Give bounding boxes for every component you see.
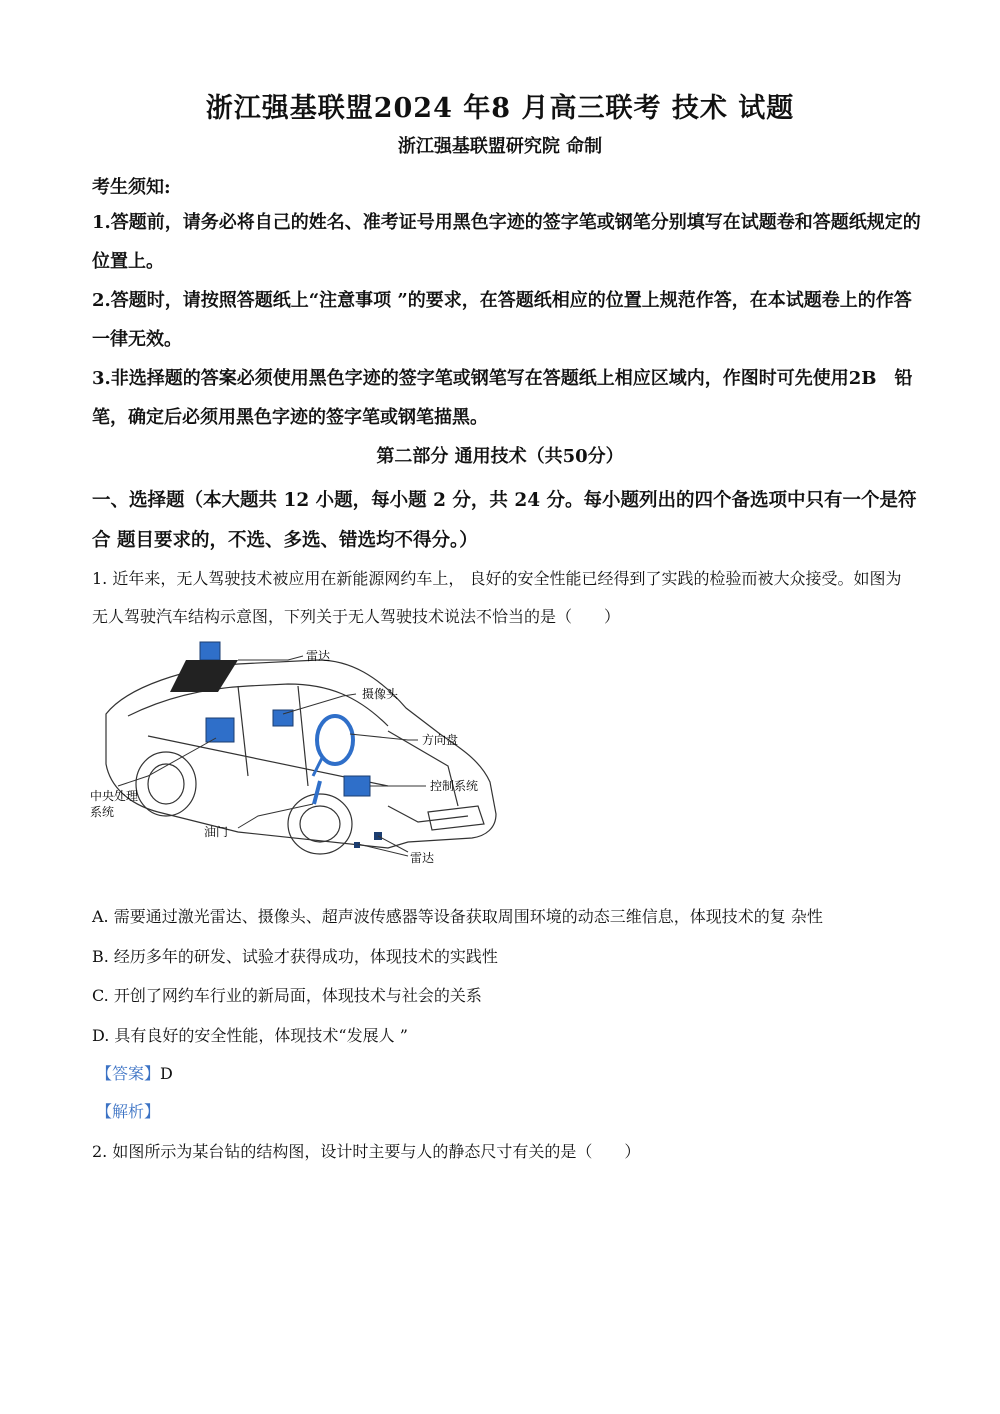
car-structure-figure xyxy=(88,636,508,872)
answer-value: D xyxy=(160,1064,173,1083)
label-cpu-line2: 系统 xyxy=(90,805,115,819)
answer-line xyxy=(96,1056,173,1092)
label-cpu-line1: 中央处理 xyxy=(90,789,139,803)
question-2-stem: 2. 如图所示为某台钻的结构图，设计时主要与人的静态尺寸有关的是（ ） xyxy=(92,1142,641,1161)
notice-list xyxy=(92,203,922,437)
label-radar-top: 雷达 xyxy=(306,649,331,663)
label-throttle: 油门 xyxy=(204,825,229,839)
label-camera: 摄像头 xyxy=(362,687,399,701)
option-a: A. 需要通过激光雷达、摄像头、超声波传感器等设备获取周围环境的动态三维信息，体现技术的复 杂性 xyxy=(92,907,823,926)
label-steering: 方向盘 xyxy=(422,733,459,747)
option-b: B. 经历多年的研发、试验才获得成功，体现技术的实践性 xyxy=(92,946,498,966)
label-radar-front: 雷达 xyxy=(410,851,435,865)
option-c: C. 开创了网约车行业的新局面，体现技术与社会的关系 xyxy=(92,986,482,1005)
exam-title: 浙江强基联盟2024 年8 月高三联考 技术 试题 xyxy=(205,93,795,124)
label-control: 控制系统 xyxy=(430,779,479,793)
notice-item: 3.非选择题的答案必须使用黑色字迹的签字笔或钢笔写在答题纸上相应区域内，作图时可先使用2B 铅笔，确定后必须用黑色字迹的签字笔或钢笔描黑。 xyxy=(92,368,913,428)
section-title: 一、选择题（本大题共 12 小题，每小题 2 分，共 24 分。每小题列出的四个备选项中只有一个是符合 题目要求的，不选、多选、错选均不得分。） xyxy=(92,490,917,551)
question-1-options xyxy=(92,897,922,1055)
exam-subtitle: 浙江强基联盟研究院 命制 xyxy=(397,136,603,157)
part-title: 第二部分 通用技术（共50分） xyxy=(376,446,624,467)
option-d: D. 具有良好的安全性能，体现技术“发展人 ” xyxy=(92,1025,408,1045)
car-diagram xyxy=(88,636,508,872)
question-1-stem: 1. 近年来，无人驾驶技术被应用在新能源网约车上， 良好的安全性能已经得到了实践的检验而被大众接受。如图为无人驾驶汽车结构示意图，下列关于无人驾驶技术说法不恰当的是（ ） xyxy=(92,569,902,626)
notice-item: 2.答题时，请按照答题纸上“注意事项 ”的要求，在答题纸相应的位置上规范作答，在本试题卷上的作答一律无效。 xyxy=(92,290,912,350)
notice-heading: 考生须知: xyxy=(92,177,171,198)
analysis-label: 【解析】 xyxy=(96,1102,161,1121)
answer-label: 【答案】 xyxy=(96,1064,161,1083)
notice-item: 1.答题前，请务必将自己的姓名、准考证号用黑色字迹的签字笔或钢笔分别填写在试题卷和答题纸规定的位置上。 xyxy=(92,212,921,272)
